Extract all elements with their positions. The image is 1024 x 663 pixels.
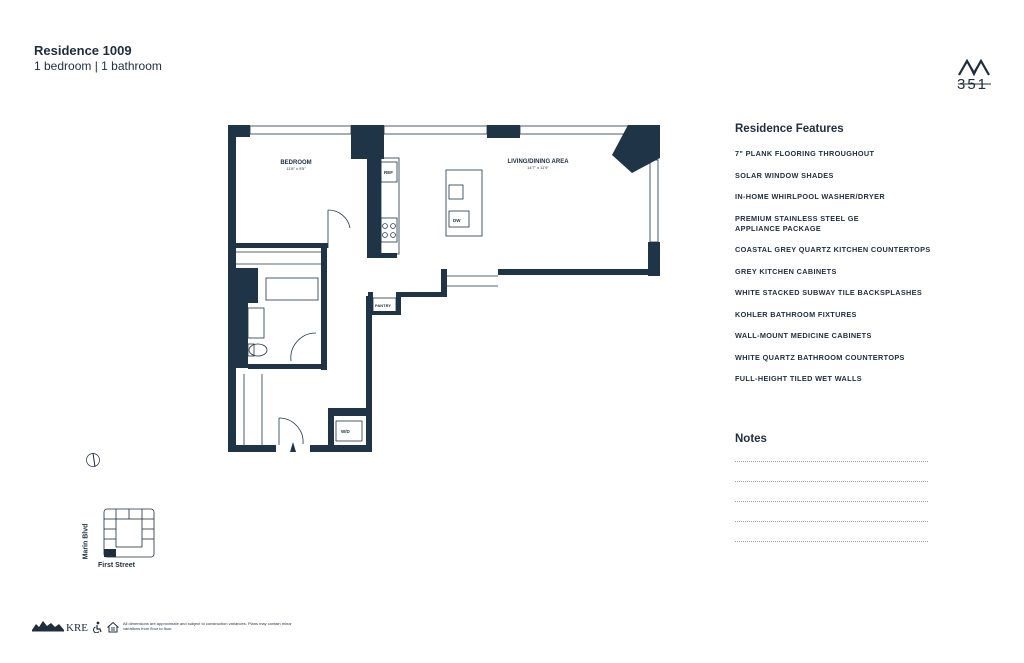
note-line <box>735 501 928 502</box>
features-list <box>735 149 1005 396</box>
feature-item: GREY KITCHEN CABINETS <box>735 266 837 276</box>
street-side-label: Marin Blvd <box>82 523 90 560</box>
developer-logo: KRE <box>66 622 88 634</box>
note-line <box>735 461 928 462</box>
skyline-logo-icon <box>32 618 64 632</box>
residence-title: Residence 1009 <box>34 43 132 58</box>
key-plan-icon <box>96 507 158 563</box>
dw-label: DW <box>453 218 461 223</box>
feature-item: SOLAR WINDOW SHADES <box>735 170 834 180</box>
living-label: LIVING/DINING AREA <box>507 159 569 165</box>
street-bottom-label: First Street <box>98 562 135 569</box>
note-line <box>735 481 928 482</box>
floor-plan <box>220 118 670 458</box>
equal-housing-icon <box>107 621 119 633</box>
feature-item: FULL-HEIGHT TILED WET WALLS <box>735 374 862 383</box>
features-heading: Residence Features <box>735 123 844 135</box>
residence-subtitle: 1 bedroom | 1 bathroom <box>34 59 162 73</box>
feature-item: WALL-MOUNT MEDICINE CABINETS <box>735 331 872 340</box>
living-dims: 14'7" x 11'9" <box>527 165 549 170</box>
feature-item: COASTAL GREY QUARTZ KITCHEN COUNTERTOPS <box>735 245 931 254</box>
feature-item: WHITE STACKED SUBWAY TILE BACKSPLASHES <box>735 288 923 297</box>
note-line <box>735 541 928 542</box>
pantry-label: PANTRY <box>375 303 391 308</box>
notes-heading: Notes <box>735 433 767 445</box>
disclaimer-text: All dimensions are approximate and subject to construction variances. Plans may contain minor variations from floor to floor. <box>123 621 292 631</box>
bedroom-dims: 11'8" x 9'5" <box>286 166 306 171</box>
wd-label: W/D <box>341 429 350 434</box>
feature-item: PREMIUM STAINLESS STEEL GE APPLIANCE PACKAGE <box>735 213 859 233</box>
bedroom-label: BEDROOM <box>280 160 312 166</box>
logo-number: 351 <box>957 76 989 93</box>
accessibility-icon <box>92 621 104 633</box>
compass-icon <box>84 451 102 469</box>
feature-item: WHITE QUARTZ BATHROOM COUNTERTOPS <box>735 352 905 362</box>
ref-label: REF <box>384 170 393 175</box>
feature-item: 7" PLANK FLOORING THROUGHOUT <box>735 149 875 158</box>
note-line <box>735 521 928 522</box>
feature-item: KOHLER BATHROOM FIXTURES <box>735 309 857 319</box>
feature-item: IN-HOME WHIRLPOOL WASHER/DRYER <box>735 192 885 201</box>
